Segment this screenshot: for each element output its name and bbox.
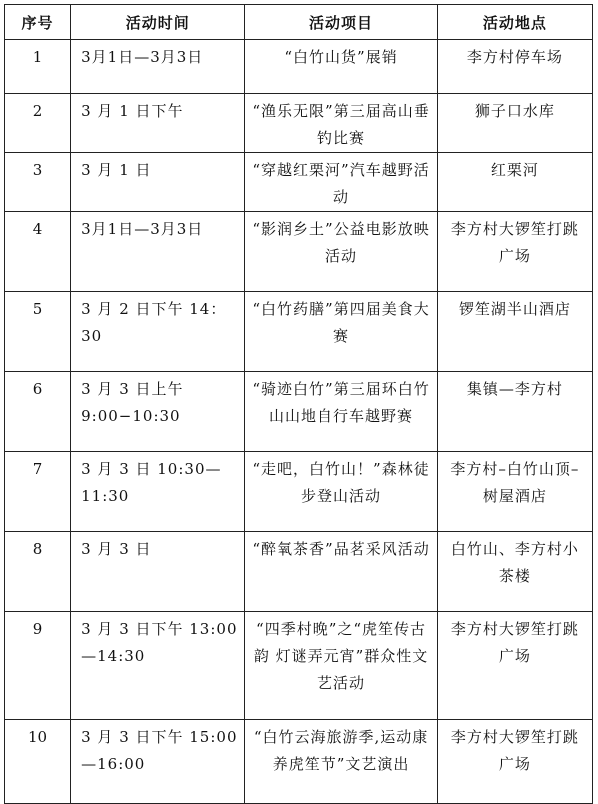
cell-no-text: 5 xyxy=(32,300,43,318)
cell-time xyxy=(71,40,245,94)
cell-item-text: “醉氧茶香”品茗采风活动 xyxy=(252,540,430,558)
activity-schedule-table xyxy=(4,4,593,804)
cell-time-text: 3 月 3 日上午 9:00−10:30 xyxy=(81,380,184,425)
cell-no xyxy=(5,452,71,532)
cell-no-text: 8 xyxy=(32,540,43,558)
cell-place-text: 李方村停车场 xyxy=(466,48,563,66)
header-time: 活动时间 xyxy=(71,5,245,40)
table-row xyxy=(5,94,593,153)
cell-no xyxy=(5,292,71,372)
cell-time-text: 3 月 3 日 10:30—11:30 xyxy=(81,460,222,505)
cell-place xyxy=(437,720,592,804)
table-header-row xyxy=(5,5,593,40)
cell-item-text: “四季村晚”之“虎笙传古韵 灯谜弄元宵”群众性文艺活动 xyxy=(253,620,429,692)
cell-time xyxy=(71,372,245,452)
cell-time-text: 3月1日—3月3日 xyxy=(81,220,204,238)
cell-place-text: 李方村大锣笙打跳广场 xyxy=(450,220,579,265)
table-row xyxy=(5,292,593,372)
cell-no-text: 7 xyxy=(32,460,43,478)
cell-place-text: 集镇—李方村 xyxy=(466,380,563,398)
cell-no xyxy=(5,94,71,153)
cell-place-text: 李方村大锣笙打跳广场 xyxy=(450,728,579,773)
header-no: 序号 xyxy=(5,5,71,40)
cell-place xyxy=(437,372,592,452)
cell-no xyxy=(5,212,71,292)
cell-item xyxy=(245,532,437,612)
cell-place-text: 白竹山、李方村小茶楼 xyxy=(450,540,579,585)
cell-no-text: 3 xyxy=(32,161,43,179)
cell-item-text: “白竹药膳”第四届美食大赛 xyxy=(252,300,430,345)
table-row xyxy=(5,532,593,612)
cell-item-text: “骑迹白竹”第三届环白竹山山地自行车越野赛 xyxy=(252,380,430,425)
cell-item xyxy=(245,94,437,153)
cell-item-text: “穿越红栗河”汽车越野活动 xyxy=(252,161,430,206)
cell-item xyxy=(245,153,437,212)
cell-item-text: “白竹山货”展销 xyxy=(284,48,398,66)
cell-item-text: “影润乡土”公益电影放映活动 xyxy=(252,220,430,265)
table-row xyxy=(5,720,593,804)
cell-no-text: 1 xyxy=(32,48,43,66)
cell-item xyxy=(245,720,437,804)
cell-item-text: “走吧，白竹山！”森林徒步登山活动 xyxy=(252,460,430,505)
cell-no-text: 6 xyxy=(32,380,43,398)
cell-item xyxy=(245,292,437,372)
cell-time xyxy=(71,94,245,153)
table-row xyxy=(5,612,593,720)
cell-place xyxy=(437,212,592,292)
cell-item xyxy=(245,212,437,292)
cell-place xyxy=(437,40,592,94)
table-row xyxy=(5,372,593,452)
cell-item xyxy=(245,612,437,720)
cell-place xyxy=(437,153,592,212)
cell-place-text: 李方村–白竹山顶–树屋酒店 xyxy=(450,460,580,505)
cell-item xyxy=(245,40,437,94)
header-item: 活动项目 xyxy=(245,5,437,40)
cell-no xyxy=(5,153,71,212)
header-place: 活动地点 xyxy=(437,5,592,40)
cell-time-text: 3 月 3 日下午 15:00—16:00 xyxy=(81,728,238,773)
cell-place xyxy=(437,292,592,372)
cell-item-text: “白竹云海旅游季,运动康养虎笙节”文艺演出 xyxy=(253,728,429,773)
cell-item-text: “渔乐无限”第三届高山垂钓比赛 xyxy=(252,102,430,147)
cell-place xyxy=(437,94,592,153)
cell-time-text: 3 月 2 日下午 14：30 xyxy=(81,300,227,345)
cell-time-text: 3月1日—3月3日 xyxy=(81,48,204,66)
cell-time-text: 3 月 1 日 xyxy=(81,161,152,179)
cell-time-text: 3 月 1 日下午 xyxy=(81,102,184,120)
cell-no-text: 9 xyxy=(32,620,43,638)
cell-item xyxy=(245,372,437,452)
cell-time-text: 3 月 3 日下午 13:00—14:30 xyxy=(81,620,238,665)
cell-time xyxy=(71,720,245,804)
cell-place-text: 李方村大锣笙打跳广场 xyxy=(450,620,579,665)
cell-place xyxy=(437,452,592,532)
cell-no xyxy=(5,720,71,804)
cell-time-text: 3 月 3 日 xyxy=(81,540,152,558)
cell-time xyxy=(71,212,245,292)
cell-time xyxy=(71,153,245,212)
cell-no xyxy=(5,532,71,612)
cell-time xyxy=(71,452,245,532)
cell-place-text: 狮子口水库 xyxy=(474,102,555,120)
table-row xyxy=(5,452,593,532)
cell-item xyxy=(245,452,437,532)
cell-time xyxy=(71,532,245,612)
table-row xyxy=(5,153,593,212)
cell-no xyxy=(5,372,71,452)
cell-place-text: 锣笙湖半山酒店 xyxy=(458,300,571,318)
table-row xyxy=(5,212,593,292)
cell-time xyxy=(71,292,245,372)
cell-no xyxy=(5,612,71,720)
cell-time xyxy=(71,612,245,720)
cell-place-text: 红栗河 xyxy=(490,161,539,179)
cell-place xyxy=(437,612,592,720)
cell-no-text: 2 xyxy=(32,102,43,120)
cell-place xyxy=(437,532,592,612)
table-row xyxy=(5,40,593,94)
cell-no xyxy=(5,40,71,94)
cell-no-text: 4 xyxy=(32,220,43,238)
cell-no-text: 10 xyxy=(28,728,48,746)
